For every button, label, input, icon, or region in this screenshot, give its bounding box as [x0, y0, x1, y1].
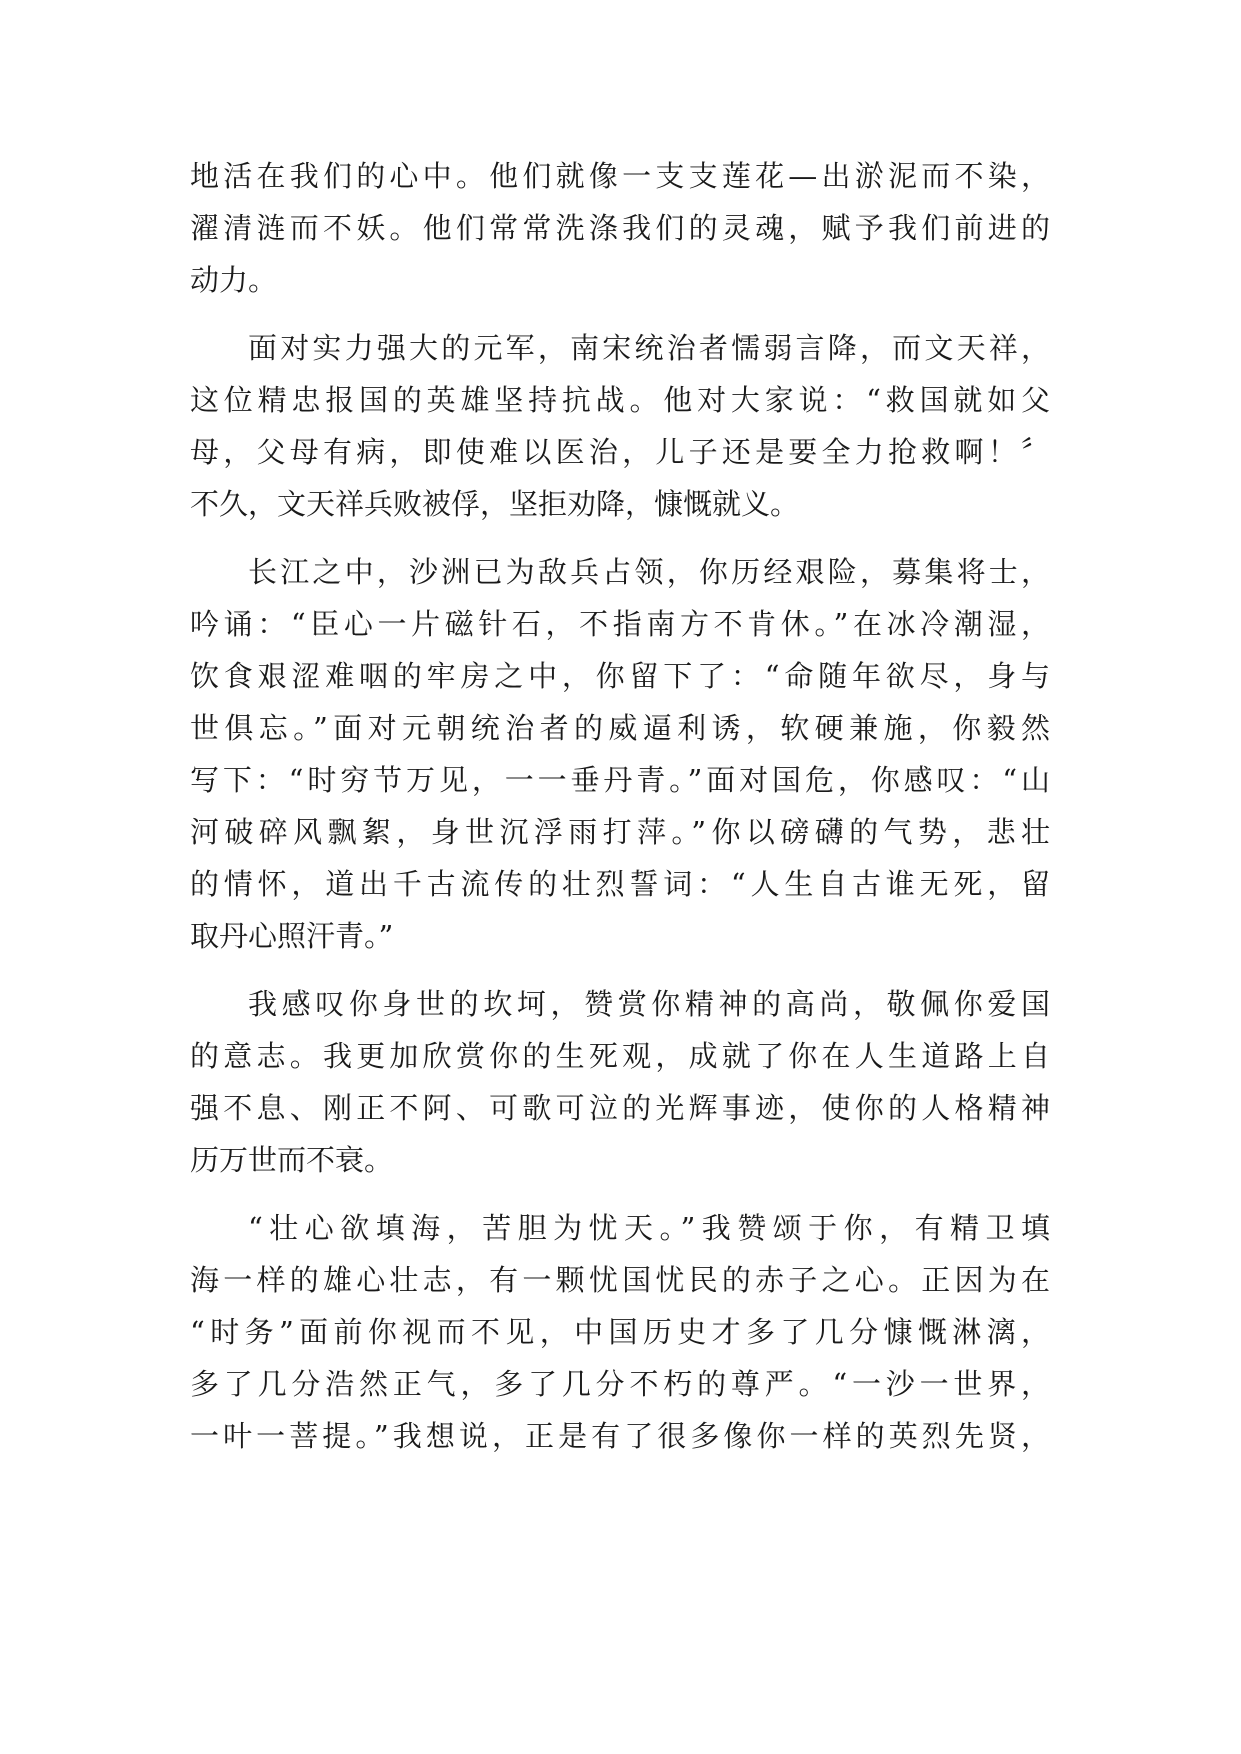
- paragraph-first-line: 长江之中，沙洲已为敌兵占领，你历经艰险，募集将士，: [248, 555, 1050, 589]
- text-line: 动力。: [190, 263, 278, 297]
- paragraph-first-line: 我感叹你身世的坎坷，赞赏你精神的高尚，敬佩你爱国: [248, 987, 1050, 1021]
- text-line: 这位精忠报国的英雄坚持抗战。他对大家说：“救国就如父: [190, 383, 1050, 417]
- text-line: 的意志。我更加欣赏你的生死观，成就了你在人生道路上自: [190, 1039, 1050, 1073]
- text-line: 地活在我们的心中。他们就像一支支莲花—出淤泥而不染，: [190, 159, 1050, 193]
- text-line: 写下：“时穷节万见，一一垂丹青。”面对国危，你感叹：“山: [190, 763, 1050, 797]
- text-line: 海一样的雄心壮志，有一颗忧国忧民的赤子之心。正因为在: [190, 1263, 1050, 1297]
- paragraph-first-line: 面对实力强大的元军，南宋统治者懦弱言降，而文天祥，: [248, 331, 1050, 365]
- text-line: 世俱忘。”面对元朝统治者的威逼利诱，软硬兼施，你毅然: [190, 711, 1050, 745]
- text-line: 吟诵：“臣心一片磁针石，不指南方不肯休。”在冰冷潮湿，: [190, 607, 1050, 641]
- paragraph-first-line: “壮心欲填海，苦胆为忧天。”我赞颂于你，有精卫填: [248, 1211, 1050, 1245]
- text-line: 河破碎风飘絮，身世沉浮雨打萍。”你以磅礴的气势，悲壮: [190, 815, 1050, 849]
- text-line: 不久，文天祥兵败被俘，坚拒劝降，慷慨就义。: [190, 487, 800, 521]
- text-line: 历万世而不衰。: [190, 1143, 394, 1177]
- text-line: “时务”面前你视而不见，中国历史才多了几分慷慨淋漓，: [190, 1315, 1050, 1349]
- text-line: 饮食艰涩难咽的牢房之中，你留下了：“命随年欲尽，身与: [190, 659, 1050, 693]
- text-line: 取丹心照汗青。”: [190, 919, 394, 953]
- text-line: 的情怀，道出千古流传的壮烈誓词：“人生自古谁无死，留: [190, 867, 1050, 901]
- text-line: 濯清涟而不妖。他们常常洗涤我们的灵魂，赋予我们前进的: [190, 211, 1050, 245]
- text-line: 强不息、刚正不阿、可歌可泣的光辉事迹，使你的人格精神: [190, 1091, 1050, 1125]
- text-line: 母，父母有病，即使难以医治，儿子还是要全力抢救啊！〞: [190, 435, 1050, 469]
- text-line: 一叶一菩提。”我想说，正是有了很多像你一样的英烈先贤，: [190, 1419, 1050, 1453]
- text-line: 多了几分浩然正气，多了几分不朽的尊严。“一沙一世界，: [190, 1367, 1050, 1401]
